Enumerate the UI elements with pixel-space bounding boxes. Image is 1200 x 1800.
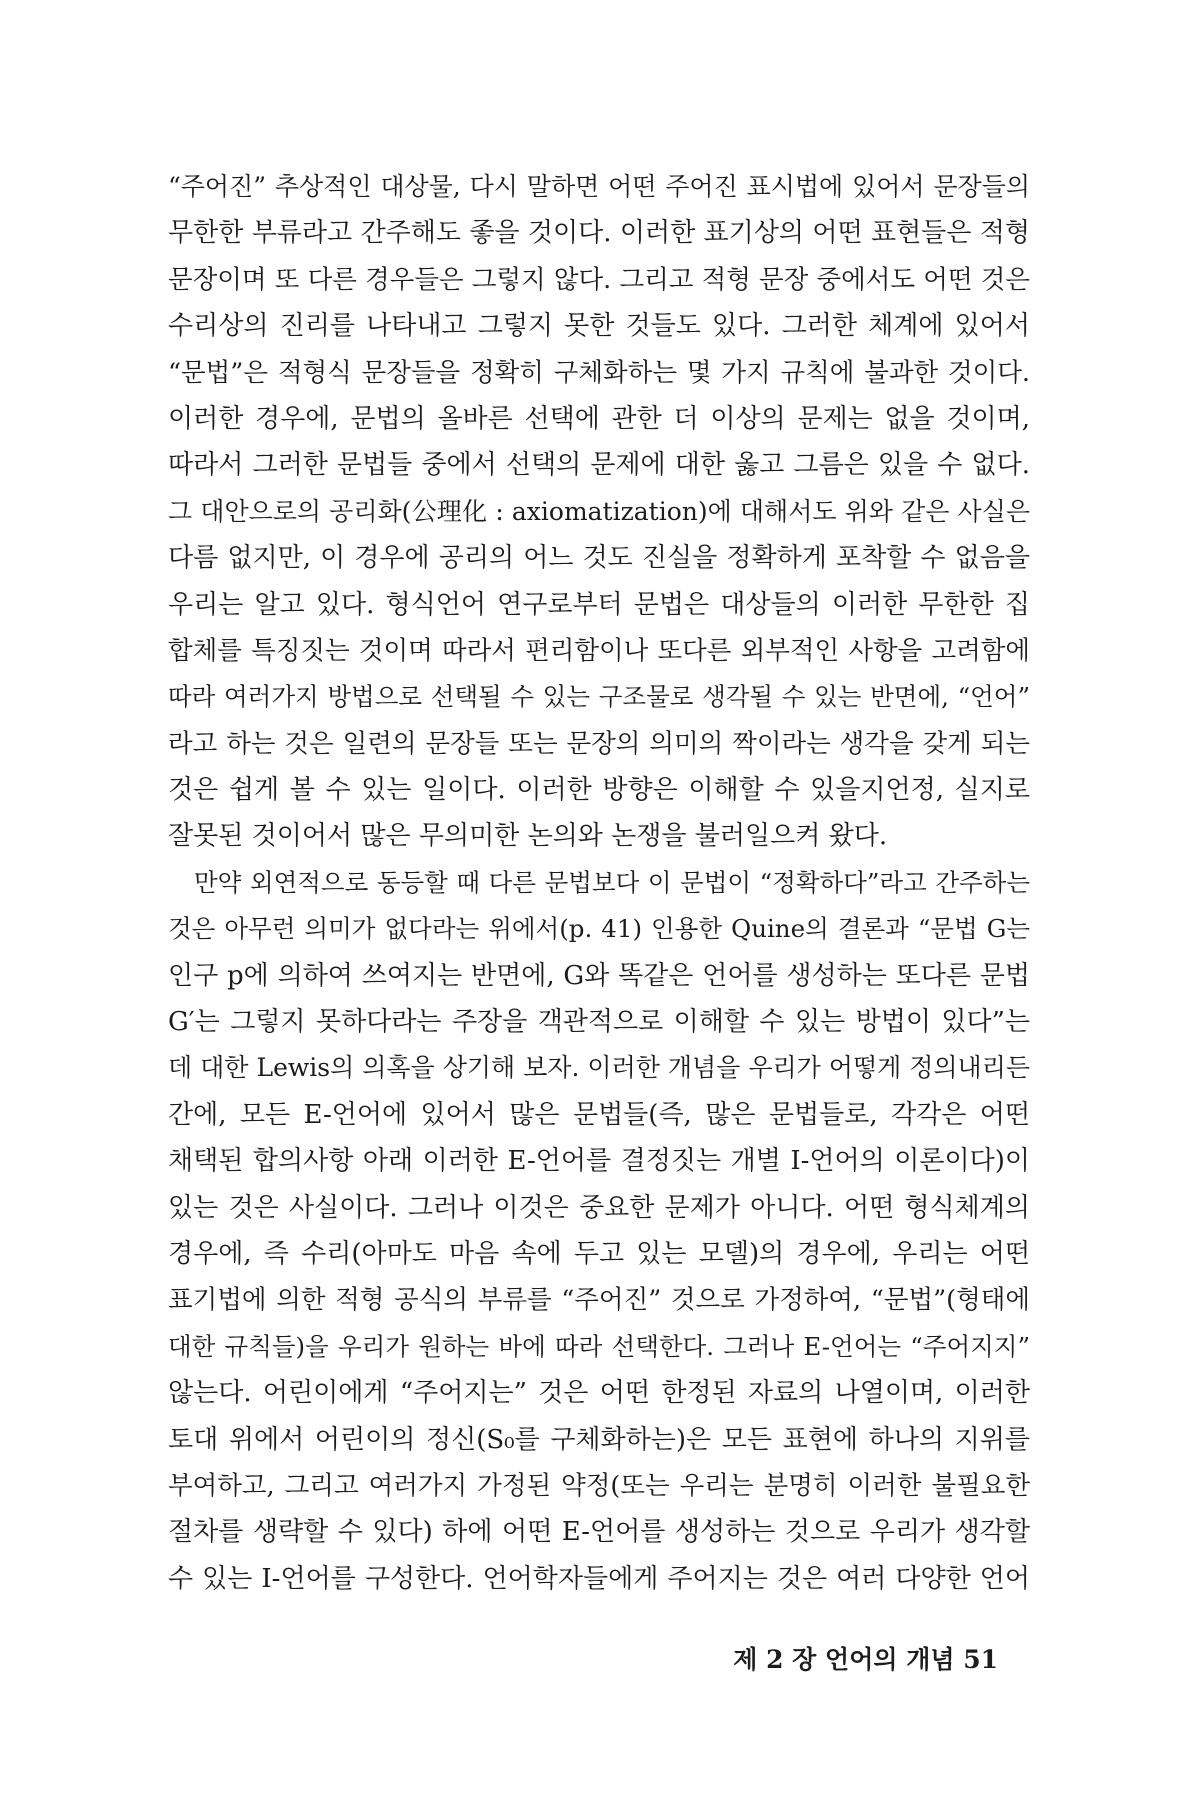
text-line: 것은 아무런 의미가 없다라는 위에서(p. 41) 인용한 Quine의 결론과 “문법 G는 xyxy=(168,914,1030,944)
page-footer: 제 2 장 언어의 개념 51 xyxy=(733,1645,998,1674)
text-line: 않는다. 어린이에게 “주어지는” 것은 어떤 한정된 자료의 나열이며, 이러한 xyxy=(168,1378,1030,1409)
text-line: 표기법에 의한 적형 공식의 부류를 “주어진” 것으로 가정하여, “문법”(형태에 xyxy=(168,1285,1030,1316)
text-line: 대한 규칙들)을 우리가 원하는 바에 따라 선택한다. 그러나 E-언어는 “주어지지” xyxy=(168,1331,1030,1361)
text-line: 토대 위에서 어린이의 정신(S₀를 구체화하는)은 모든 표현에 하나의 지위를 xyxy=(168,1424,1030,1455)
text-line: 다름 없지만, 이 경우에 공리의 어느 것도 진실을 정확하게 포착할 수 없음을 xyxy=(168,543,1030,574)
text-line: 문장이며 또 다른 경우들은 그렇지 않다. 그리고 적형 문장 중에서도 어떤 것은 xyxy=(168,264,1030,295)
text-line: 합체를 특징짓는 것이며 따라서 편리함이나 또다른 외부적인 사항을 고려함에 xyxy=(168,635,1030,666)
text-line: 것은 쉽게 볼 수 있는 일이다. 이러한 방향은 이해할 수 있을지언정, 실지로 xyxy=(168,775,1030,806)
text-line: 만약 외연적으로 동등할 때 다른 문법보다 이 문법이 “정확하다”라고 간주하는 xyxy=(194,867,1030,897)
text-line: 잘못된 것이어서 많은 무의미한 논의와 논쟁을 불러일으켜 왔다. xyxy=(168,821,888,852)
text-line: 채택된 합의사항 아래 이러한 E-언어를 결정짓는 개별 I-언어의 이론이다)이 xyxy=(168,1146,1030,1177)
text-line: 따라 여러가지 방법으로 선택될 수 있는 구조물로 생각될 수 있는 반면에, “언어” xyxy=(168,682,1030,712)
body-text xyxy=(168,164,1030,1602)
text-line: 데 대한 Lewis의 의혹을 상기해 보자. 이러한 개념을 우리가 어떻게 정의내리든 xyxy=(168,1053,1030,1083)
text-line: “문법”은 적형식 문장들을 정확히 구체화하는 몇 가지 규칙에 불과한 것이다. xyxy=(168,357,1030,388)
text-line: 수 있는 I-언어를 구성한다. 언어학자들에게 주어지는 것은 여러 다양한 언어 xyxy=(168,1563,1030,1594)
text-line: 수리상의 진리를 나타내고 그렇지 못한 것들도 있다. 그러한 체계에 있어서 xyxy=(168,311,1030,342)
text-line: 절차를 생략할 수 있다) 하에 어떤 E-언어를 생성하는 것으로 우리가 생각할 xyxy=(168,1517,1030,1548)
text-line: “주어진” 추상적인 대상물, 다시 말하면 어떤 주어진 표시법에 있어서 문장들의 xyxy=(168,172,1030,201)
text-line: 따라서 그러한 문법들 중에서 선택의 문제에 대한 옳고 그름은 있을 수 없다. xyxy=(168,450,1030,481)
text-line: 인구 p에 의하여 쓰여지는 반면에, G와 똑같은 언어를 생성하는 또다른 문법 xyxy=(168,960,1030,991)
text-line: 경우에, 즉 수리(아마도 마음 속에 두고 있는 모델)의 경우에, 우리는 어떤 xyxy=(168,1238,1030,1269)
text-line: 라고 하는 것은 일련의 문장들 또는 문장의 의미의 짝이라는 생각을 갖게 되는 xyxy=(168,728,1030,759)
text-line: 우리는 알고 있다. 형식언어 연구로부터 문법은 대상들의 이러한 무한한 집 xyxy=(168,589,1030,620)
text-line: 이러한 경우에, 문법의 올바른 선택에 관한 더 이상의 문제는 없을 것이며, xyxy=(168,403,1030,434)
text-line: 무한한 부류라고 간주해도 좋을 것이다. 이러한 표기상의 어떤 표현들은 적형 xyxy=(168,218,1030,249)
text-line: 있는 것은 사실이다. 그러나 이것은 중요한 문제가 아니다. 어떤 형식체계의 xyxy=(168,1192,1030,1223)
text-line: 간에, 모든 E-언어에 있어서 많은 문법들(즉, 많은 문법들로, 각각은 어떤 xyxy=(168,1099,1030,1130)
text-line: 그 대안으로의 공리화(公理化 : axiomatization)에 대해서도 위와 같은 사실은 xyxy=(168,496,1030,526)
text-line: 부여하고, 그리고 여러가지 가정된 약정(또는 우리는 분명히 이러한 불필요한 xyxy=(168,1470,1030,1501)
text-line: G′는 그렇지 못하다라는 주장을 객관적으로 이해할 수 있는 방법이 있다”는 xyxy=(168,1007,1030,1038)
